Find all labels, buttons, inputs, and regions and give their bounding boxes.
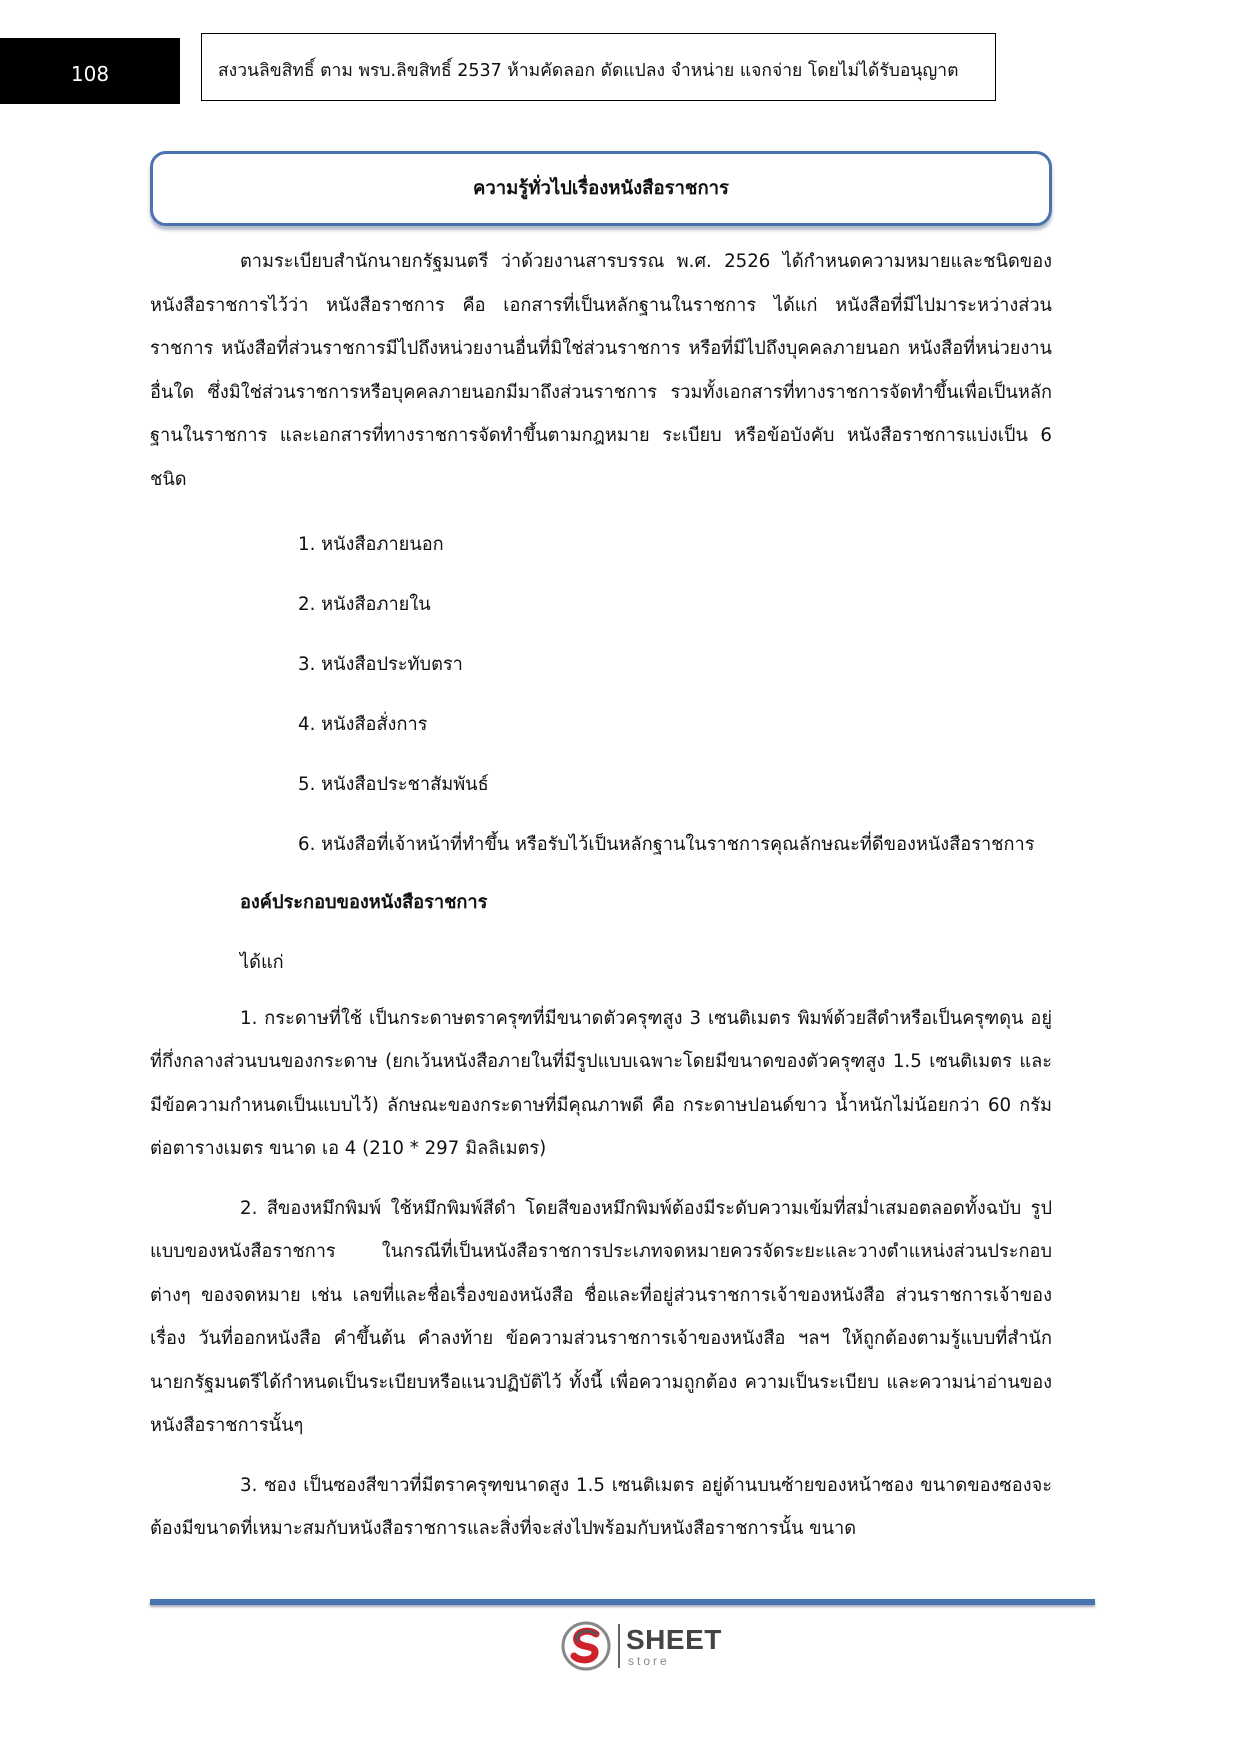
logo-divider	[618, 1624, 620, 1668]
sheet-store-logo-icon	[560, 1620, 612, 1672]
type-item-5: 5. หนังสือประชาสัมพันธ์	[298, 774, 489, 795]
copyright-notice: สงวนลิขสิทธิ์ ตาม พรบ.ลิขสิทธิ์ 2537 ห้ามคัดลอก ดัดแปลง จำหน่าย แจกจ่าย โดยไม่ได้รับอนุญาต	[201, 33, 996, 101]
document-body	[150, 240, 1052, 1551]
intro-paragraph: ตามระเบียบสำนักนายกรัฐมนตรี ว่าด้วยงานสารบรรณ พ.ศ. 2526 ได้กำหนดความหมายและชนิดของหนังสือราชการไว้ว่า หนังสือราชการ คือ เอกสารที่เป็นหลักฐานในราชการ ได้แก่ หนังสือที่มีไปมาระหว่างส่วนราชการ หนังสือที่ส่วนราชการมีไปถึงหน่วยงานอื่นที่มิใช่ส่วนราชการ หรือที่มีไปถึงบุคคลภายนอก หนังสือที่หน่วยงานอื่นใด ซึ่งมิใช่ส่วนราชการหรือบุคคลภายนอกมีมาถึงส่วนราชการ รวมทั้งเอกสารที่ทางราชการจัดทำขึ้นเพื่อเป็นหลักฐานในราชการ และเอกสารที่ทางราชการจัดทำขึ้นตามกฎหมาย ระเบียบ หรือข้อบังคับ หนังสือราชการแบ่งเป็น 6 ชนิด	[150, 251, 1052, 490]
component-paragraph-3: 3. ซอง เป็นซองสีขาวที่มีตราครุฑขนาดสูง 1.5 เซนติเมตร อยู่ด้านบนซ้ายของหน้าซอง ขนาดของซองจะต้องมีขนาดที่เหมาะสมกับหนังสือราชการและสิ่งที่จะส่งไปพร้อมกับหนังสือราชการนั้น ขนาด	[150, 1474, 1052, 1539]
logo-main-text: SHEET	[626, 1623, 722, 1655]
components-heading: องค์ประกอบของหนังสือราชการ	[240, 891, 488, 913]
type-item-3: 3. หนังสือประทับตรา	[298, 654, 463, 675]
type-item-2: 2. หนังสือภายใน	[298, 594, 431, 615]
components-intro: ได้แก่	[240, 951, 284, 973]
page-number: 108	[70, 62, 110, 86]
type-item-1: 1. หนังสือภายนอก	[298, 534, 444, 555]
type-item-6: 6. หนังสือที่เจ้าหน้าที่ทำขึ้น หรือรับไว้เป็นหลักฐานในราชการคุณลักษณะที่ดีของหนังสือราชการ	[298, 834, 1035, 855]
logo-text	[626, 1623, 722, 1668]
page-number-box	[0, 38, 180, 104]
logo-sub-text: store	[628, 1653, 670, 1668]
spacer	[150, 501, 1052, 515]
component-paragraph-1: 1. กระดาษที่ใช้ เป็นกระดาษตราครุฑที่มีขนาดตัวครุฑสูง 3 เซนติเมตร พิมพ์ด้วยสีดำหรือเป็นครุฑดุน อยู่ที่กึ่งกลางส่วนบนของกระดาษ (ยกเว้นหนังสือภายในที่มีรูปแบบเฉพาะโดยมีขนาดของตัวครุฑสูง 1.5 เซนติเมตร และมีข้อความกำหนดเป็นแบบไว้) ลักษณะของกระดาษที่มีคุณภาพดี คือ กระดาษปอนด์ขาว น้ำหนักไม่น้อยกว่า 60 กรัมต่อตารางเมตร ขนาด เอ 4 (210 * 297 มิลลิเมตร)	[150, 1007, 1052, 1159]
footer-rule	[150, 1599, 1095, 1605]
sheet-store-logo	[560, 1616, 730, 1676]
page-title: ความรู้ทั่วไปเรื่องหนังสือราชการ	[150, 151, 1052, 226]
type-item-4: 4. หนังสือสั่งการ	[298, 714, 428, 735]
component-paragraph-2: 2. สีของหมึกพิมพ์ ใช้หมึกพิมพ์สีดำ โดยสีของหมึกพิมพ์ต้องมีระดับความเข้มที่สม่ำเสมอตลอดทั้งฉบับ รูปแบบของหนังสือราชการ ในกรณีที่เป็นหนังสือราชการประเภทจดหมายควรจัดระยะและวางตำแหน่งส่วนประกอบต่างๆ ของจดหมาย เช่น เลขที่และชื่อเรื่องของหนังสือ ชื่อและที่อยู่ส่วนราชการเจ้าของหนังสือ ส่วนราชการเจ้าของเรื่อง วันที่ออกหนังสือ คำขึ้นต้น คำลงท้าย ข้อความส่วนราชการเจ้าของหนังสือ ฯลฯ ให้ถูกต้องตามรู้แบบที่สำนักนายกรัฐมนตรีได้กำหนดเป็นระเบียบหรือแนวปฏิบัติไว้ ทั้งนี้ เพื่อความถูกต้อง ความเป็นระเบียบ และความน่าอ่านของหนังสือราชการนั้นๆ	[150, 1197, 1052, 1436]
